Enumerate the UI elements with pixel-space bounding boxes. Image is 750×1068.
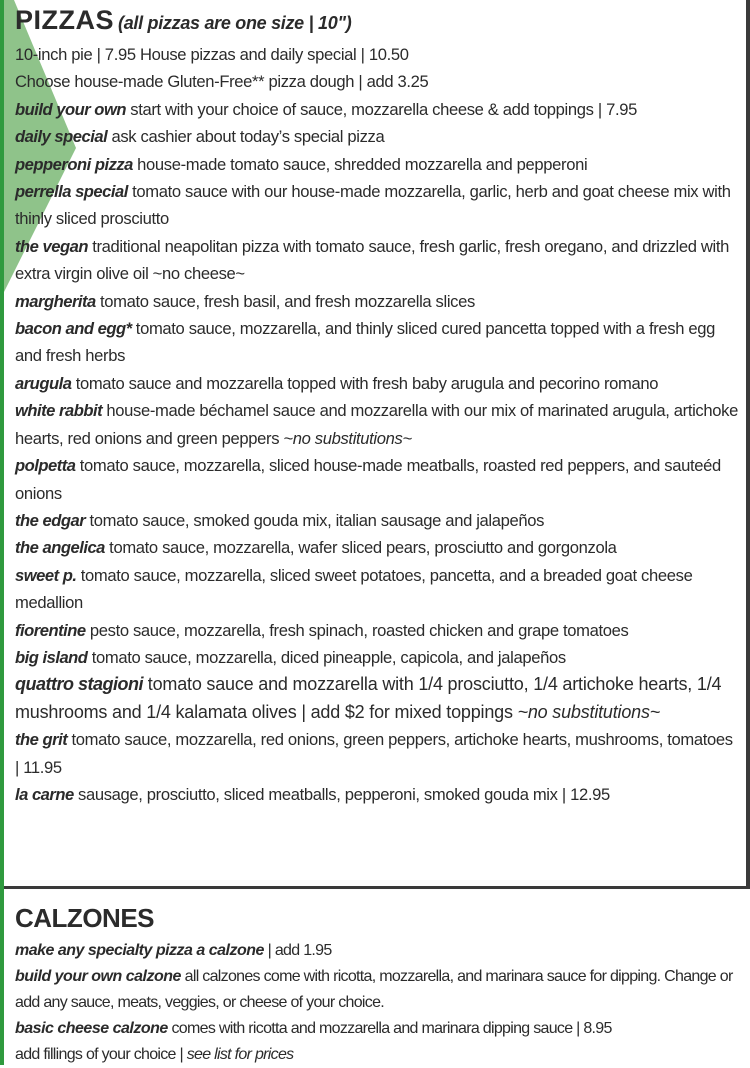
- menu-item-name: the grit: [15, 730, 68, 750]
- right-border: [746, 0, 750, 888]
- menu-item-name: pepperoni pizza: [15, 154, 133, 174]
- menu-item: [15, 96, 738, 123]
- menu-item-description: tomato sauce, smoked gouda mix, italian sausage and jalapeños: [85, 510, 545, 530]
- menu-item-description: pesto sauce, mozzarella, fresh spinach, roasted chicken and grape tomatoes: [85, 620, 629, 640]
- menu-item-description: tomato sauce, fresh basil, and fresh mozzarella slices: [95, 291, 475, 311]
- fillings-note: see list for prices: [186, 1046, 294, 1063]
- menu-item-name: sweet p.: [15, 565, 77, 585]
- menu-item: [15, 288, 738, 315]
- calzones-title: CALZONES: [15, 903, 154, 933]
- menu-item-description: tomato sauce, mozzarella, red onions, green peppers, artichoke hearts, mushrooms, tomatoes | 11.95: [15, 730, 733, 777]
- menu-item-description: tomato sauce, mozzarella, sliced house-made meatballs, roasted red peppers, and sauteéd onions: [15, 456, 721, 503]
- menu-item-name: the angelica: [15, 538, 105, 558]
- menu-item-description: start with your choice of sauce, mozzarella cheese & add toppings | 7.95: [126, 99, 637, 119]
- menu-item: [15, 507, 738, 534]
- menu-item-description: all calzones come with ricotta, mozzarella, and marinara sauce for dipping. Change or add any sauce, meats, veggies, or cheese of your choice.: [15, 968, 733, 1011]
- intro-line: 10-inch pie | 7.95 House pizzas and daily special | 10.50: [15, 45, 409, 64]
- menu-item-name: polpetta: [15, 456, 76, 476]
- menu-item: [15, 781, 738, 808]
- menu-item-description: comes with ricotta and mozzarella and marinara dipping sauce | 8.95: [167, 1020, 612, 1037]
- menu-item-name: quattro stagioni: [15, 674, 143, 695]
- menu-item-description: tomato sauce, mozzarella, and thinly sliced cured pancetta topped with a fresh egg and fresh herbs: [15, 319, 715, 366]
- menu-item: [15, 315, 738, 370]
- menu-item-description: house-made tomato sauce, shredded mozzarella and pepperoni: [132, 154, 588, 174]
- menu-item-description: | add 1.95: [263, 942, 332, 959]
- menu-item: [15, 562, 738, 617]
- menu-item-description: tomato sauce, mozzarella, sliced sweet potatoes, pancetta, and a breaded goat cheese medallion: [15, 565, 693, 613]
- menu-item: [15, 938, 738, 964]
- menu-item: [15, 370, 738, 397]
- menu-item: [15, 178, 738, 233]
- menu-item: [15, 151, 738, 178]
- menu-item-name: perrella special: [15, 182, 128, 202]
- menu-item-description: sausage, prosciutto, sliced meatballs, pepperoni, smoked gouda mix | 12.95: [73, 784, 610, 804]
- menu-item-name: daily special: [15, 127, 108, 147]
- menu-item: [15, 617, 738, 644]
- fillings-line: [15, 1042, 738, 1068]
- fillings-text: add fillings of your choice |: [15, 1046, 187, 1063]
- menu-item-description: tomato sauce and mozzarella topped with fresh baby arugula and pecorino romano: [71, 373, 659, 393]
- menu-item-name: the edgar: [15, 510, 86, 530]
- menu-item-name: la carne: [15, 784, 74, 804]
- pizzas-title: PIZZAS: [15, 5, 115, 35]
- menu-item-description: ask cashier about today’s special pizza: [107, 127, 385, 147]
- menu-item-description: tomato sauce, mozzarella, wafer sliced pears, prosciutto and gorgonzola: [104, 538, 617, 558]
- menu-item-description: tomato sauce and mozzarella with 1/4 prosciutto, 1/4 artichoke hearts, 1/4 mushrooms and 1/4 kalamata olives | add $2 for mixed toppings: [15, 674, 722, 722]
- menu-item: [15, 233, 738, 288]
- menu-item: [15, 452, 738, 507]
- menu-item: [15, 534, 738, 561]
- left-green-border: [0, 0, 4, 1065]
- pizzas-subtitle: (all pizzas are one size | 10"): [118, 13, 352, 33]
- intro-line: Choose house-made Gluten-Free** pizza dough | add 3.25: [15, 72, 429, 92]
- menu-item-name: bacon and egg*: [15, 319, 132, 339]
- menu-item-note: ~no substitutions~: [283, 428, 412, 448]
- menu-item: [15, 671, 738, 726]
- menu-item-name: build your own: [15, 99, 126, 119]
- menu-item-name: margherita: [15, 291, 96, 311]
- menu-item: [15, 726, 738, 781]
- menu-item-name: fiorentine: [15, 620, 86, 640]
- menu-item: [15, 397, 738, 452]
- menu-item-description: traditional neapolitan pizza with tomato sauce, fresh garlic, fresh oregano, and drizzled with extra virgin olive oil ~no cheese~: [15, 236, 729, 284]
- pizzas-section: [15, 2, 738, 808]
- menu-item-name: make any specialty pizza a calzone: [15, 942, 264, 959]
- pizzas-heading: [15, 2, 738, 41]
- section-divider: [4, 886, 750, 889]
- calzones-section: [15, 898, 738, 1068]
- menu-item-note: ~no substitutions~: [517, 701, 661, 722]
- menu-item-name: big island: [15, 647, 88, 667]
- menu-item-description: tomato sauce with our house-made mozzarella, garlic, herb and goat cheese mix with thinly sliced prosciutto: [15, 182, 731, 229]
- menu-item: [15, 123, 738, 150]
- menu-item-name: build your own calzone: [15, 968, 181, 985]
- menu-item: [15, 1016, 738, 1042]
- menu-item-description: tomato sauce, mozzarella, diced pineapple, capicola, and jalapeños: [87, 647, 566, 667]
- menu-item-name: arugula: [15, 373, 72, 393]
- menu-item-name: basic cheese calzone: [15, 1020, 168, 1037]
- menu-item-name: the vegan: [15, 236, 88, 256]
- menu-item-name: white rabbit: [15, 401, 103, 421]
- menu-item: [15, 964, 738, 1016]
- menu-item: [15, 644, 738, 671]
- menu-item-description: house-made béchamel sauce and mozzarella with our mix of marinated arugula, artichoke hearts, red onions and green peppers: [15, 401, 738, 448]
